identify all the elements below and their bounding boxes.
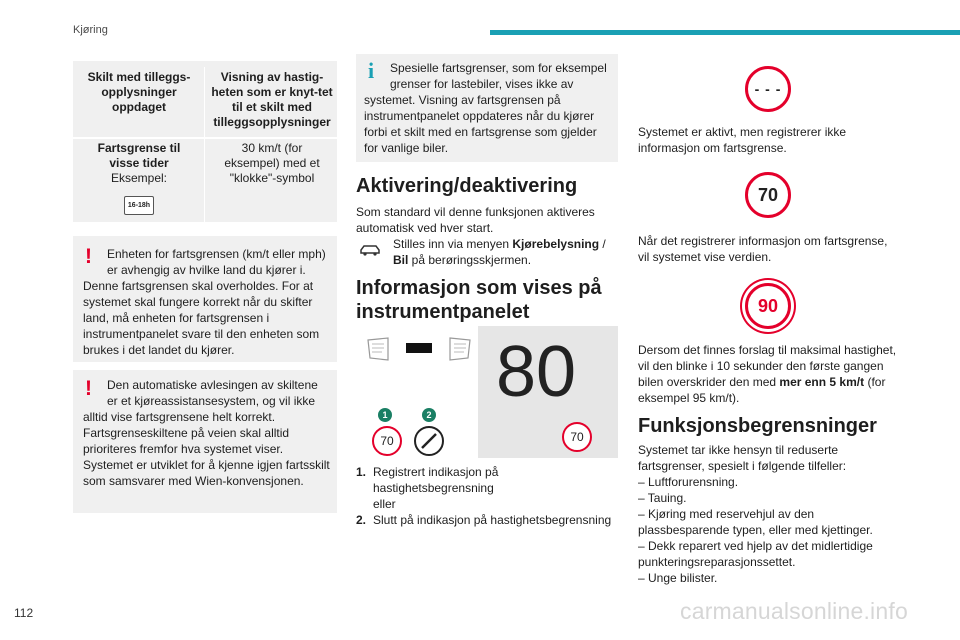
table-header-left: Skilt med tilleggs-opplysninger oppdaget <box>87 70 191 114</box>
list-item: – Tauing. <box>638 491 687 505</box>
speed-limit-sign-icon: 70 <box>562 422 592 452</box>
car-icon <box>358 242 382 263</box>
speed-sign-empty-icon: - - - <box>745 66 791 112</box>
speed-limit-sign-icon: 70 <box>372 426 402 456</box>
activation-text: Som standard vil denne funksjonen aktiveres automatisk ved hver start. <box>356 205 595 235</box>
header-title: Kjøring <box>73 24 108 36</box>
dashboard-overview-icon <box>366 336 472 362</box>
status-text-flashing: Dersom det finnes forslag til maksimal hastighet, vil den blinke i 10 sekunder den første gangen bilen overskrider den med mer enn 5 km/t (for eksempel 95 km/t). <box>638 343 897 405</box>
section-heading-limits: Funksjonsbegrensninger <box>638 415 877 437</box>
section-heading-display: Informasjon som vises på instrumentpanelet <box>356 277 602 323</box>
instrument-panel-illustration <box>356 326 618 458</box>
speed-table <box>73 61 337 222</box>
table-row-left: Fartsgrense til visse tider Eksempel: 16-18h <box>83 141 195 215</box>
warning-text: alltid vise fartsgrensene helt korrekt. Fartsgrenseskiltene på veien skal alltid prioriteres fremfor hva systemet viser. Systemet er utviklet for å kjenne igjen fartsskilt som samsvarer med Wien-konvensjonen. <box>83 410 330 488</box>
list-item: – Unge bilister. <box>638 571 718 585</box>
list-item-number: 1. <box>356 465 367 479</box>
page-number: 112 <box>14 606 34 620</box>
watermark: carmanualsonline.info <box>680 598 908 624</box>
callout-1-icon: 1 <box>378 408 392 422</box>
warning-lead: Enheten for fartsgrensen (km/t eller mph) er avhengig av hvilke land du kjører i. <box>107 247 326 277</box>
table-row-right: 30 km/t (for eksempel) med et "klokke"-symbol <box>224 141 320 185</box>
warning-box-recognition <box>73 370 337 513</box>
activation-instruction: Stilles inn via menyen Kjørebelysning / Bil på berøringsskjermen. <box>393 237 606 267</box>
header-accent-bar <box>490 30 960 35</box>
list-item-number: 2. <box>356 513 367 527</box>
warning-box-units <box>73 236 337 362</box>
warning-icon: ! <box>85 377 92 400</box>
status-text-value: Når det registrerer informasjon om fartsgrense, vil systemet vise verdien. <box>638 234 888 264</box>
speed-sign-90-flashing-icon: 90 <box>745 283 791 329</box>
end-of-limit-sign-icon <box>414 426 444 456</box>
warning-text: Denne fartsgrensen skal overholdes. For at systemet skal fungere korrekt når du skifter land, må enheten for fartsgrensen i instrumentpanelet svare til den enheten som brukes i det landet du kjører. <box>83 279 320 357</box>
info-lead: Spesielle fartsgrenser, som for eksempel grenser for lastebiler, vises ikke av <box>390 61 607 91</box>
status-text-active: Systemet er aktivt, men registrerer ikke informasjon om fartsgrense. <box>638 125 847 155</box>
speed-sign-70-icon: 70 <box>745 172 791 218</box>
list-item-text: Slutt på indikasjon på hastighetsbegrensning <box>373 513 612 527</box>
list-item-text: Registrert indikasjon på hastighetsbegrensning eller <box>373 465 499 511</box>
warning-icon: ! <box>85 245 92 268</box>
info-icon: i <box>368 58 375 83</box>
current-speed: 80 <box>496 332 577 412</box>
time-sign-icon: 16-18h <box>124 196 154 215</box>
list-item: – Dekk reparert ved hjelp av det midlertidige punkteringsreparasjonssettet. <box>638 539 873 569</box>
table-divider <box>73 137 337 139</box>
limits-intro: Systemet tar ikke hensyn til reduserte fartsgrenser, spesielt i følgende tilfeller: <box>638 443 847 473</box>
info-box-special-limits <box>356 54 618 162</box>
panel-screen <box>478 326 618 458</box>
list-item: – Kjøring med reservehjul av den plassbesparende typen, eller med kjettinger. <box>638 507 873 537</box>
callout-2-icon: 2 <box>422 408 436 422</box>
section-heading-activation: Aktivering/deaktivering <box>356 175 578 197</box>
table-header-right: Visning av hastig-heten som er knyt-tet til et skilt med tilleggsopplysninger <box>211 70 333 129</box>
list-item: – Luftforurensning. <box>638 475 739 489</box>
warning-lead: Den automatiske avlesingen av skiltene er et kjøreassistansesystem, og vil ikke <box>107 378 318 408</box>
info-text: systemet. Visning av fartsgrensen på instrumentpanelet oppdateres når du kjører forbi et skilt med en fartsgrense som gjelder for vanlige biler. <box>364 93 597 155</box>
